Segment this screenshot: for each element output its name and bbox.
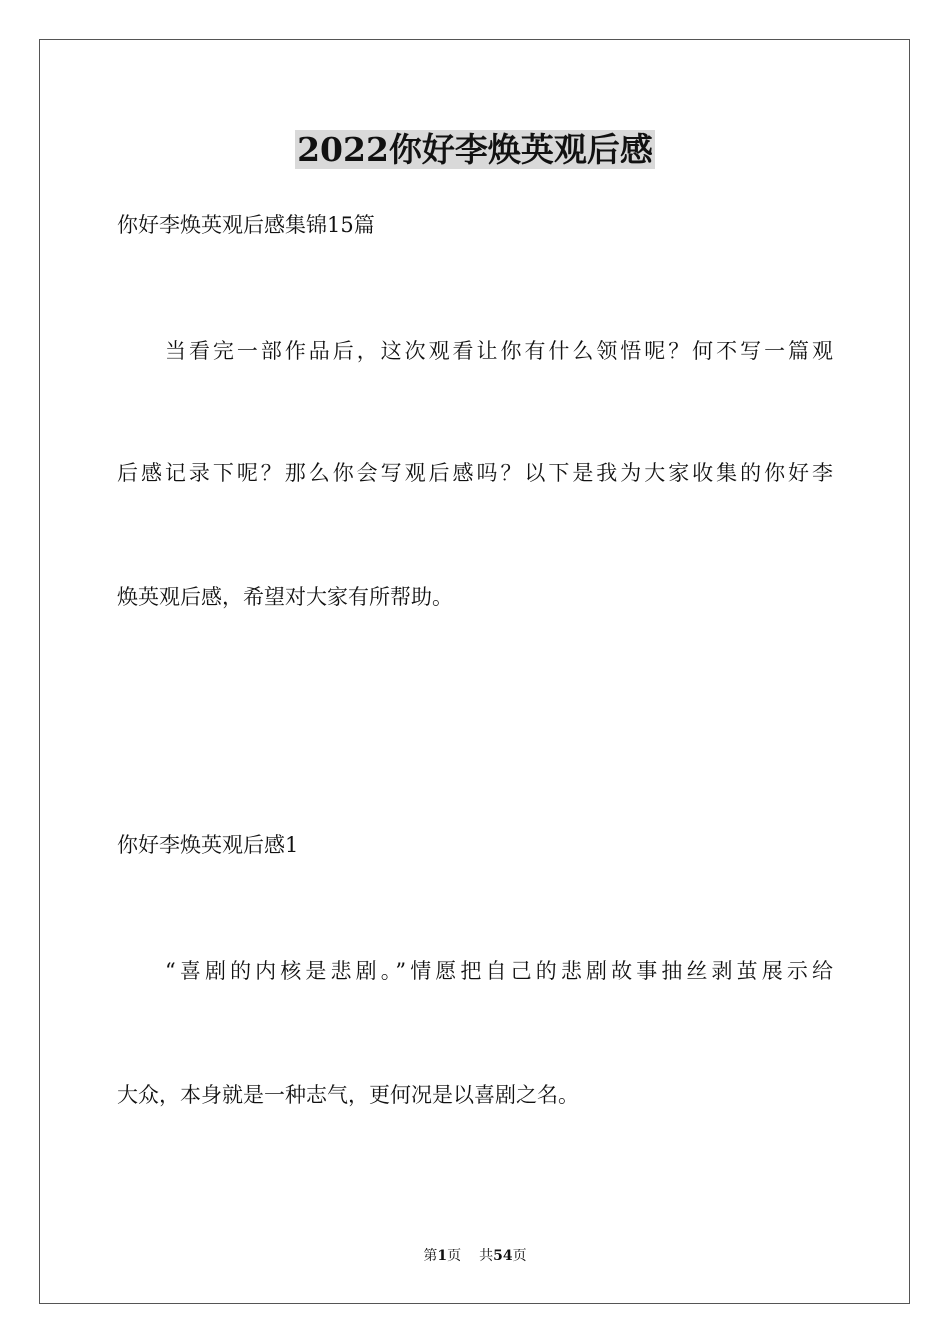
footer-page-suffix: 页 xyxy=(447,1248,462,1264)
section1-heading: 你好李焕英观后感1 xyxy=(117,833,299,857)
intro-line-2: 后感记录下呢？那么你会写观后感吗？以下是我为大家收集的你好李 xyxy=(117,461,833,485)
footer-page-number: 1 xyxy=(437,1248,448,1264)
document-subtitle: 你好李焕英观后感集锦15篇 xyxy=(117,213,375,237)
intro-line-3: 焕英观后感，希望对大家有所帮助。 xyxy=(117,585,453,609)
document-title xyxy=(0,128,950,172)
page-footer xyxy=(0,1246,950,1266)
footer-total-prefix: 共 xyxy=(479,1248,494,1264)
footer-total-suffix: 页 xyxy=(512,1248,527,1264)
document-title-text: 2022你好李焕英观后感 xyxy=(297,130,653,169)
intro-line-1: 当看完一部作品后，这次观看让你有什么领悟呢？何不写一篇观 xyxy=(165,339,833,363)
section1-line-1: “喜剧的内核是悲剧。”情愿把自己的悲剧故事抽丝剥茧展示给 xyxy=(165,959,833,983)
footer-total-pages: 54 xyxy=(493,1248,513,1264)
section1-line-2: 大众，本身就是一种志气，更何况是以喜剧之名。 xyxy=(117,1083,579,1107)
footer-page-prefix: 第 xyxy=(423,1248,438,1264)
